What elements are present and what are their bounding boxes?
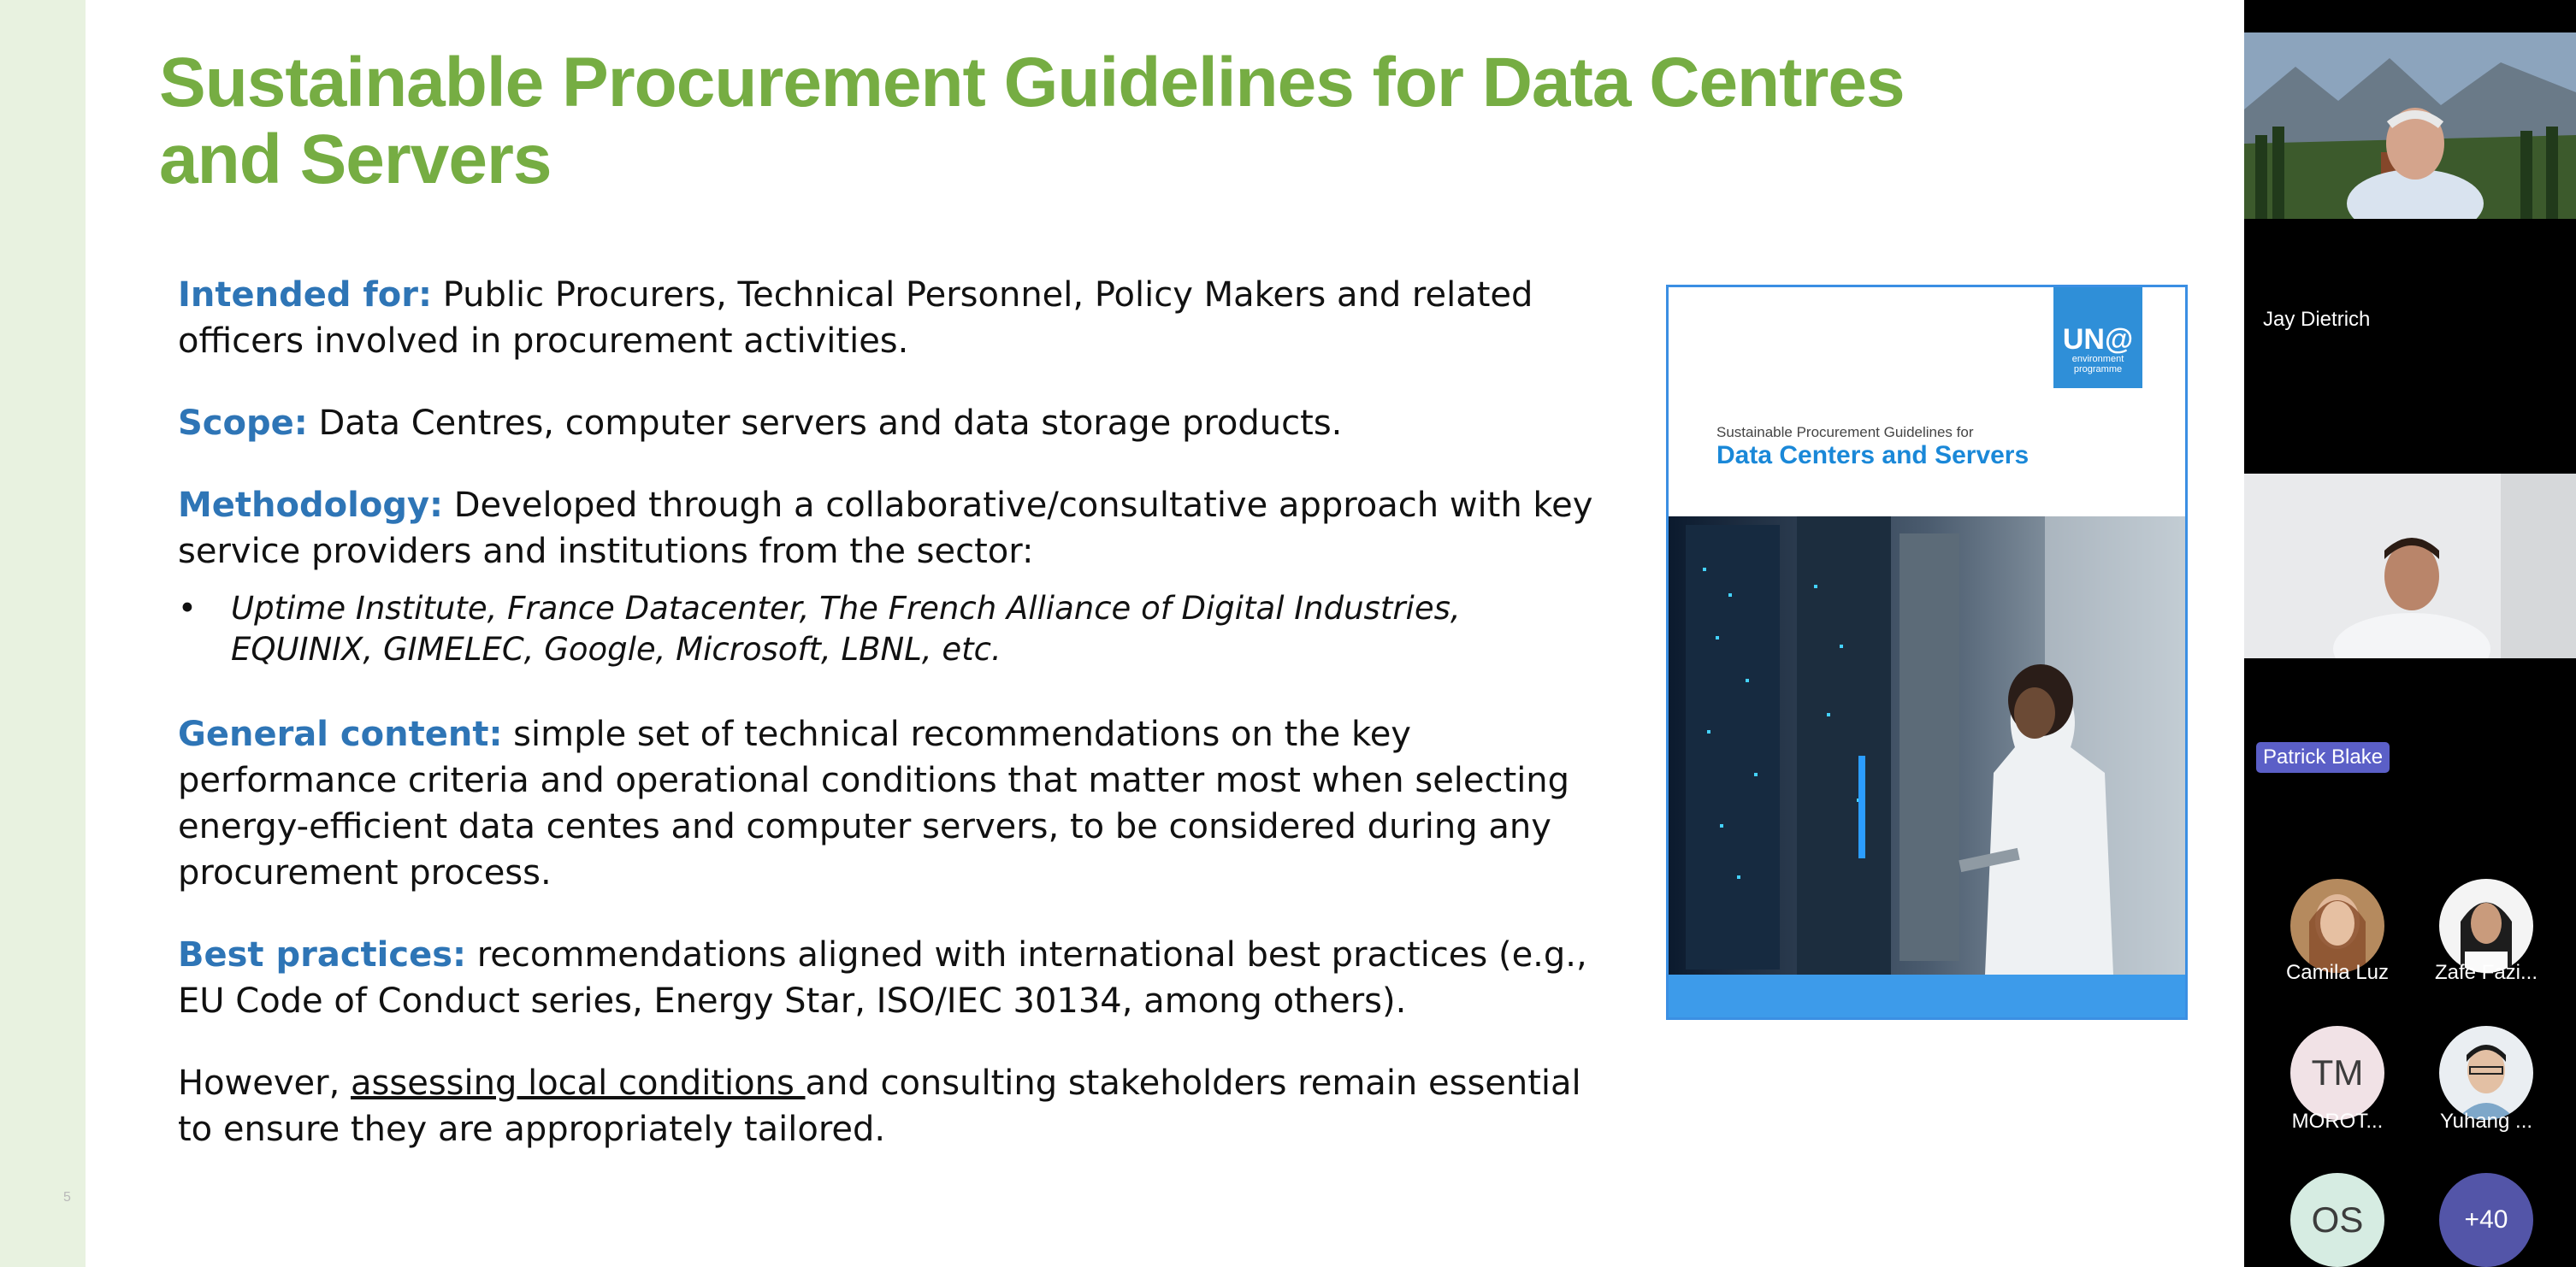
closing-underlined: assessing local conditions (351, 1064, 806, 1103)
section-text: recommendations aligned with international best practices (e.g., EU Code of Conduct series, Energy Star, ISO/IEC 30134, among others). (178, 935, 1587, 1021)
participants-panel (2244, 0, 2576, 1267)
slide-body (178, 272, 1598, 1188)
participant-avatar-initials[interactable]: TM (2290, 1026, 2384, 1120)
section-text: simple set of technical recommendations on the key performance criteria and operational conditions that matter most when selecting energy-efficient data centes and computer servers, to be considered during any procurement process. (178, 715, 1570, 893)
participant-avatar-label: Camila Luz (2285, 961, 2390, 984)
section-label: Best practices: (178, 935, 467, 975)
participant-video-feed (2244, 474, 2576, 658)
section-label: Scope: (178, 404, 308, 443)
partner-list (178, 588, 1598, 670)
cover-bottom-strip (1669, 975, 2185, 1017)
report-cover-image (1666, 285, 2188, 1020)
participant-avatar-label: Zafe Fazi... (2434, 961, 2538, 984)
participant-video-tile[interactable] (2244, 32, 2576, 219)
data-center-photo (1669, 516, 2185, 975)
participant-avatar[interactable] (2439, 1026, 2533, 1120)
participant-avatar[interactable] (2290, 879, 2384, 973)
participant-name: Jay Dietrich (2263, 308, 2371, 331)
section-text: Developed through a collaborative/consultative approach with key service providers and institutions from the sector: (178, 486, 1593, 571)
section-best-practices (178, 932, 1598, 1024)
cover-subtitle: Sustainable Procurement Guidelines for (1716, 424, 1974, 440)
closing-after: and consulting stakeholders remain essential to ensure they are appropriately tailored. (178, 1064, 1581, 1149)
section-general-content (178, 711, 1598, 896)
slide-side-bar (0, 0, 86, 1267)
partner-bullet: • Uptime Institute, France Datacenter, The French Alliance of Digital Industries, EQUINIX, GIMELEC, Google, Microsoft, LBNL, etc. (231, 588, 1598, 670)
participant-video-tile[interactable] (2244, 474, 2576, 658)
avatar-photo (2439, 879, 2533, 973)
slide-title: Sustainable Procurement Guidelines for Data Centres and Servers (159, 44, 1905, 198)
section-label: General content: (178, 715, 503, 754)
more-participants-button[interactable]: +40 (2439, 1173, 2533, 1267)
section-text: Data Centres, computer servers and data storage products. (307, 404, 1343, 443)
participant-video-feed (2244, 32, 2576, 219)
unep-logo-main: UN@ (2062, 323, 2134, 356)
unep-logo-sub: environment (2071, 354, 2124, 364)
participant-avatar-initials[interactable]: OS (2290, 1173, 2384, 1267)
section-label: Methodology: (178, 486, 444, 525)
avatar-photo (2439, 1026, 2533, 1120)
section-text: Public Procurers, Technical Personnel, Policy Makers and related officers involved in procurement activities. (178, 275, 1533, 361)
avatar-photo (2290, 879, 2384, 973)
closing-statement (178, 1060, 1598, 1152)
section-intended-for (178, 272, 1598, 364)
participant-avatar[interactable] (2439, 879, 2533, 973)
participant-avatar-label: MOROT... (2291, 1110, 2384, 1133)
section-label: Intended for: (178, 275, 433, 315)
section-scope (178, 400, 1598, 446)
unep-logo-sub: programme (2073, 364, 2123, 374)
slide-page-number: 5 (63, 1190, 71, 1205)
participant-name-badge: Patrick Blake (2256, 742, 2390, 773)
participant-avatar-label: Yuhang ... (2439, 1110, 2533, 1133)
section-methodology (178, 482, 1598, 575)
unep-logo (2053, 287, 2142, 388)
closing-before: However, (178, 1064, 352, 1103)
cover-title: Data Centers and Servers (1716, 441, 2029, 469)
